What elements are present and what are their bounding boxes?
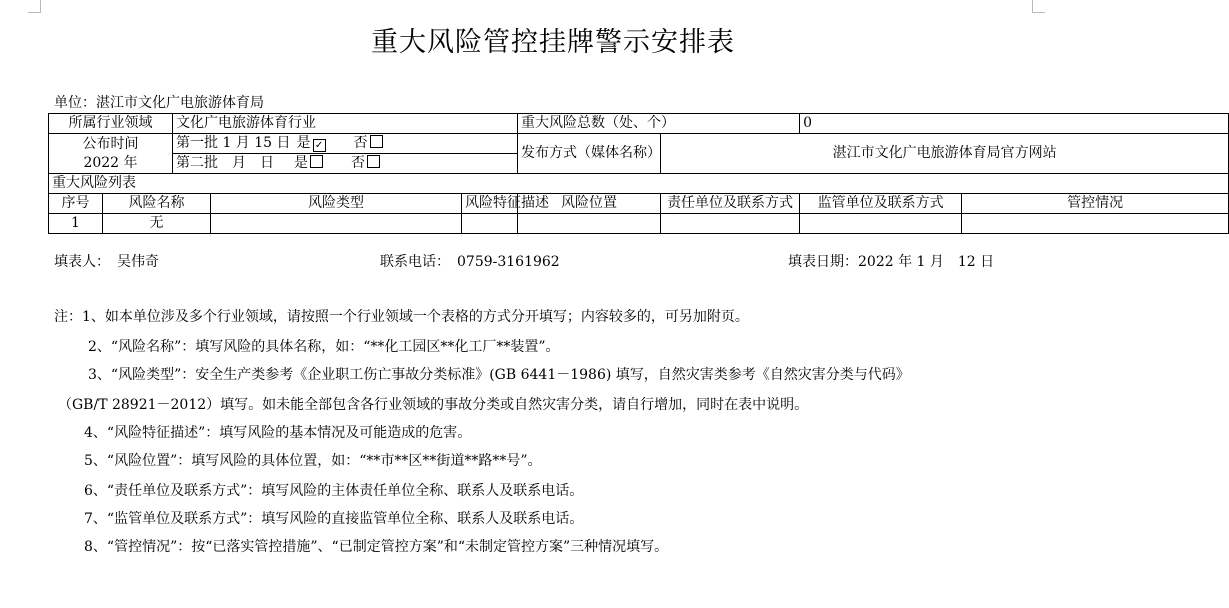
table-cell	[211, 214, 462, 234]
table-cell	[462, 214, 518, 234]
industry-value: 文化广电旅游体育行业	[173, 114, 518, 134]
checked-mark-icon: ✓	[314, 140, 324, 151]
industry-row	[49, 114, 1229, 134]
filler-label: 填表人： 吴伟奇	[54, 254, 159, 270]
total-risk-value: 0	[800, 114, 1229, 134]
phone-label: 联系电话： 0759-3161962	[380, 254, 560, 270]
publish-method-value: 湛江市文化广电旅游体育局官方网站	[661, 134, 1229, 174]
batch1-yes-label: 是	[296, 135, 311, 151]
batch1-yes-checkbox[interactable]	[313, 139, 326, 152]
publish-time-label: 公布时间	[82, 135, 139, 152]
table-cell	[661, 214, 800, 234]
batch1-cell	[173, 134, 518, 154]
header-cell: 监管单位及联系方式	[800, 194, 962, 214]
note-item: （GB/T 28921－2012）填写。如未能全部包含各行业领域的事故分类或自然灾害分类，请自行增加，同时在表中说明。	[58, 397, 809, 413]
batch2-no-label: 否	[351, 155, 365, 171]
table-cell	[518, 214, 661, 234]
note-item: 6、“责任单位及联系方式”：填写风险的主体责任单位全称、联系人及联系电话。	[84, 483, 584, 499]
note-item: 2、“风险名称”：填写风险的具体名称，如：“**化工园区**化工厂**装置”。	[88, 339, 560, 355]
publish-row-1	[49, 134, 1229, 154]
batch2-label: 第二批 月 日	[176, 155, 274, 171]
batch2-yes-label: 是	[294, 155, 308, 171]
note-item: 4、“风险特征描述”：填写风险的基本情况及可能造成的危害。	[84, 425, 472, 441]
note-item: 3、“风险类型”：安全生产类参考《企业职工伤亡事故分类标准》(GB 6441－1986) 填写，自然灾害类参考《自然灾害分类与代码》	[88, 367, 910, 383]
table-cell: 无	[103, 214, 211, 234]
batch2-yes-checkbox[interactable]	[310, 155, 323, 168]
publish-year: 2022 年	[83, 154, 138, 171]
publish-method-label: 发布方式（媒体名称）	[518, 134, 661, 174]
page-corner-mark-right	[1032, 0, 1045, 13]
risk-list-label: 重大风险列表	[49, 174, 1229, 194]
fill-date-label: 填表日期：2022 年 1 月 12 日	[788, 254, 995, 270]
note-item: 5、“风险位置”：填写风险的具体位置，如：“**市**区**街道**路**号”。	[84, 453, 542, 469]
header-cell: 风险类型	[211, 194, 462, 214]
header-cell: 管控情况	[962, 194, 1229, 214]
header-cell: 序号	[49, 194, 103, 214]
unit-label: 单位：湛江市文化广电旅游体育局	[54, 95, 264, 111]
data-row	[49, 214, 1229, 234]
header-cell: 责任单位及联系方式	[661, 194, 800, 214]
batch1-no-label: 否	[353, 135, 368, 151]
industry-label: 所属行业领域	[49, 114, 173, 134]
total-risk-label: 重大风险总数（处、个）	[518, 114, 800, 134]
batch1-no-checkbox[interactable]	[370, 135, 383, 148]
header-cell: 风险特征描述	[462, 194, 518, 214]
batch2-cell	[173, 154, 518, 174]
note-item: 8、“管控情况”：按“已落实管控措施”、“已制定管控方案”和“未制定管控方案”三种情况填写。	[84, 539, 669, 555]
note-item: 注：1、如本单位涉及多个行业领域，请按照一个行业领域一个表格的方式分开填写；内容较多的，可另加附页。	[54, 309, 749, 325]
batch1-label: 第一批 1 月 15 日	[176, 135, 291, 151]
table-cell: 1	[49, 214, 103, 234]
batch2-no-checkbox[interactable]	[367, 155, 380, 168]
table-cell	[800, 214, 962, 234]
table-cell	[962, 214, 1229, 234]
publish-time-cell	[49, 134, 173, 174]
page-corner-mark-left	[28, 0, 41, 13]
risk-table	[48, 113, 1229, 234]
header-cell: 风险位置	[518, 194, 661, 214]
note-item: 7、“监管单位及联系方式”：填写风险的直接监管单位全称、联系人及联系电话。	[84, 511, 584, 527]
list-label-row	[49, 174, 1229, 194]
header-row	[49, 194, 1229, 214]
page-title: 重大风险管控挂牌警示安排表	[371, 27, 735, 58]
header-cell: 风险名称	[103, 194, 211, 214]
